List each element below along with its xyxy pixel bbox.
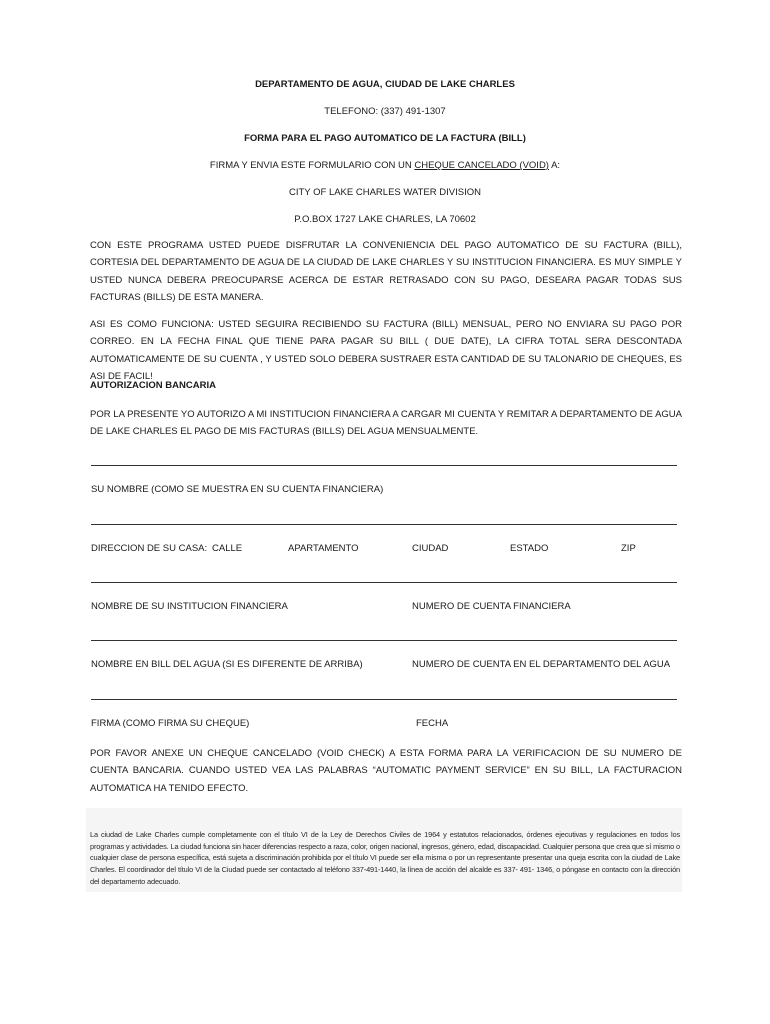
- address-line[interactable]: [91, 524, 677, 525]
- how-it-works-paragraph: ASI ES COMO FUNCIONA: USTED SEGUIRA RECIBIENDO SU FACTURA (BILL) MENSUAL, PERO NO ENVIARA SU PAGO POR CORREO. EN LA FECHA FINAL QUE TIENE PARA PAGAR SU BILL ( DUE DATE), LA CIFRA TOTAL SERA DESCONTADA AUTOMATICAMENTE DE SU CUENTA , Y USTED SOLO DEBERA SUSTRAER ESTA CANTIDAD DE SU TALONARIO DE CHEQUES, ES ASI DE FACIL!: [90, 319, 682, 382]
- name-field-label: SU NOMBRE (COMO SE MUESTRA EN SU CUENTA FINANCIERA): [91, 484, 384, 495]
- phone-number: TELEFONO: (337) 491-1307: [324, 106, 446, 117]
- address-field-label: DIRECCION DE SU CASA:: [91, 543, 208, 554]
- civil-rights-notice: La ciudad de Lake Charles cumple completamente con el título VI de la Ley de Derechos Civiles de 1964 y estatutos relacionados, órdenes ejecutivas y regulaciones en todos los programas y actividades. La ciudad funciona sin hacer diferencias respecto a raza, color, origen nacional, ingresos, género, edad, discapacidad. Cualquier persona que crea que sí mismo o cualquier clase de persona específica, está sujeta a discriminación prohibida por el título VI puede ser ella misma o por un representante presentar una queja escrita con la ciudad de Lake Charles. El coordinador del título VI de la Ciudad puede ser contactado al teléfono 337-491-1440, la línea de acción del alcalde es 337- 491- 1346, o póngase en contacto con la dirección del departamento adecuado.: [90, 830, 680, 886]
- bank-info-line[interactable]: [91, 582, 677, 583]
- mailing-address-line2: P.O.BOX 1727 LAKE CHARLES, LA 70602: [294, 214, 476, 225]
- street-label: CALLE: [212, 543, 243, 554]
- department-heading: DEPARTAMENTO DE AGUA, CIUDAD DE LAKE CHARLES: [255, 79, 515, 90]
- apartment-label: APARTAMENTO: [288, 543, 359, 554]
- date-label: FECHA: [416, 718, 449, 729]
- form-title: FORMA PARA EL PAGO AUTOMATICO DE LA FACTURA (BILL): [244, 133, 526, 144]
- name-signature-line[interactable]: [91, 465, 677, 466]
- state-label: ESTADO: [510, 543, 549, 554]
- bank-authorization-heading: AUTORIZACION BANCARIA: [90, 380, 216, 391]
- intro-paragraph: CON ESTE PROGRAMA USTED PUEDE DISFRUTAR LA CONVENIENCIA DEL PAGO AUTOMATICO DE SU FACTURA (BILL), CORTESIA DEL DEPARTAMENTO DE AGUA DE LA CIUDAD DE LAKE CHARLES Y SU INSTITUCION FINANCIERA. ES MUY SIMPLE Y USTED NUNCA DEBERA PREOCUPARSE ACERCA DE ESTAR RETRASADO CON SU PAGO, DESEARA PAGAR TODAS SUS FACTURAS (BILLS) DE ESTA MANERA.: [90, 240, 682, 303]
- water-account-line[interactable]: [91, 640, 677, 641]
- bank-name-label: NOMBRE DE SU INSTITUCION FINANCIERA: [91, 601, 288, 612]
- water-account-label: NUMERO DE CUENTA EN EL DEPARTAMENTO DEL AGUA: [412, 659, 671, 670]
- mail-instruction-pre: FIRMA Y ENVIA ESTE FORMULARIO CON UN: [209, 160, 415, 171]
- mail-instruction: [90, 160, 680, 171]
- signature-line[interactable]: [91, 699, 677, 700]
- signature-label: FIRMA (COMO FIRMA SU CHEQUE): [91, 718, 250, 729]
- authorization-paragraph: POR LA PRESENTE YO AUTORIZO A MI INSTITUCION FINANCIERA A CARGAR MI CUENTA Y REMITAR A DEPARTAMENTO DE AGUA DE LAKE CHARLES EL PAGO DE MIS FACTURAS (BILLS) DEL AGUA MENSUALMENTE.: [90, 409, 682, 438]
- zip-label: ZIP: [621, 543, 636, 554]
- bank-account-label: NUMERO DE CUENTA FINANCIERA: [412, 601, 571, 612]
- mail-instruction-post: A:: [548, 160, 561, 171]
- city-label: CIUDAD: [412, 543, 449, 554]
- bill-name-label: NOMBRE EN BILL DEL AGUA (SI ES DIFERENTE DE ARRIBA): [91, 659, 363, 670]
- mailing-address-line1: CITY OF LAKE CHARLES WATER DIVISION: [289, 187, 481, 198]
- void-check-text: CHEQUE CANCELADO (VOID): [414, 160, 549, 171]
- attach-check-paragraph: POR FAVOR ANEXE UN CHEQUE CANCELADO (VOID CHECK) A ESTA FORMA PARA LA VERIFICACION DE SU NUMERO DE CUENTA BANCARIA. CUANDO USTED VEA LAS PALABRAS “AUTOMATIC PAYMENT SERVICE” EN SU BILL, LA FACTURACION AUTOMATICA HA TENIDO EFECTO.: [90, 748, 682, 794]
